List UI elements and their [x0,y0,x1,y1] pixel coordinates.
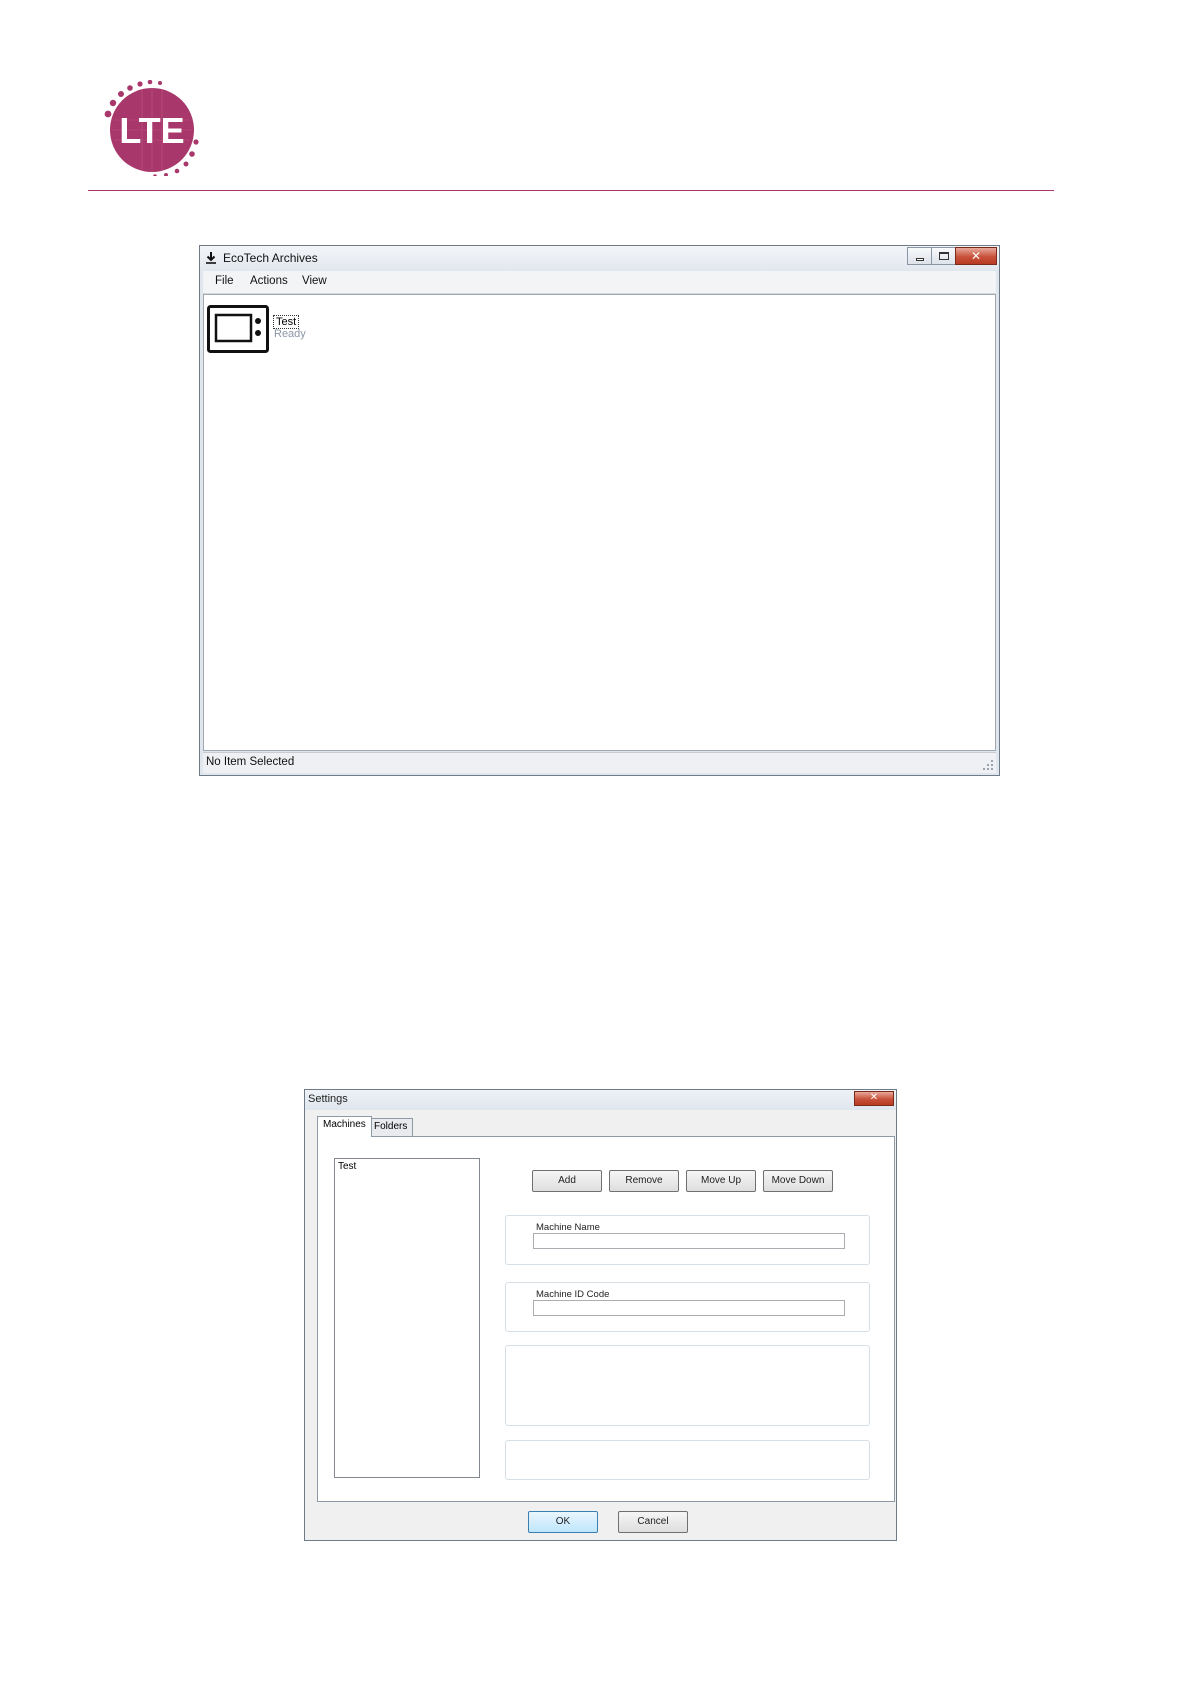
header-divider [88,190,1054,191]
add-button[interactable]: Add [532,1170,602,1192]
details-group [505,1345,870,1426]
dialog-title: Settings [308,1093,348,1105]
minimize-button[interactable] [907,247,932,265]
lte-logo [104,80,200,176]
machine-name-label: Machine Name [536,1222,600,1233]
menu-actions[interactable]: Actions [250,275,288,287]
menu-file[interactable]: File [215,275,234,287]
extra-group [505,1440,870,1480]
machine-status: Ready [274,328,306,340]
machine-id-label: Machine ID Code [536,1289,610,1300]
maximize-button[interactable] [931,247,956,265]
machine-id-group [505,1282,870,1332]
machine-monitor-icon [207,305,269,353]
settings-dialog [304,1089,897,1541]
machine-name-group [505,1215,870,1265]
move-down-button[interactable]: Move Down [763,1170,833,1192]
dialog-close-button[interactable] [854,1091,894,1106]
ok-button[interactable]: OK [528,1511,598,1533]
machine-item[interactable] [207,305,307,355]
download-arrow-icon [204,251,218,265]
window-titlebar[interactable] [200,246,999,270]
machine-view-area[interactable] [203,294,996,751]
move-up-button[interactable]: Move Up [686,1170,756,1192]
status-text: No Item Selected [206,756,295,768]
close-button[interactable] [955,247,997,265]
machine-name: Test [273,315,299,329]
machine-name-field[interactable] [533,1233,845,1249]
resize-grip-icon[interactable] [982,759,994,771]
window-title: EcoTech Archives [223,251,318,265]
cancel-button[interactable]: Cancel [618,1511,688,1533]
tab-machines[interactable]: Machines [317,1116,372,1137]
machine-id-field[interactable] [533,1300,845,1316]
machines-tab-panel [317,1136,895,1502]
list-item[interactable]: Test [338,1161,357,1172]
dialog-titlebar[interactable] [305,1090,896,1110]
machine-listbox[interactable] [334,1158,480,1478]
tab-folders[interactable]: Folders [368,1118,413,1136]
status-bar [203,752,996,773]
ecotech-archives-window [199,245,1000,776]
menu-bar [203,271,996,294]
menu-view[interactable]: View [302,275,327,287]
logo-text: LTE [119,110,185,151]
remove-button[interactable]: Remove [609,1170,679,1192]
